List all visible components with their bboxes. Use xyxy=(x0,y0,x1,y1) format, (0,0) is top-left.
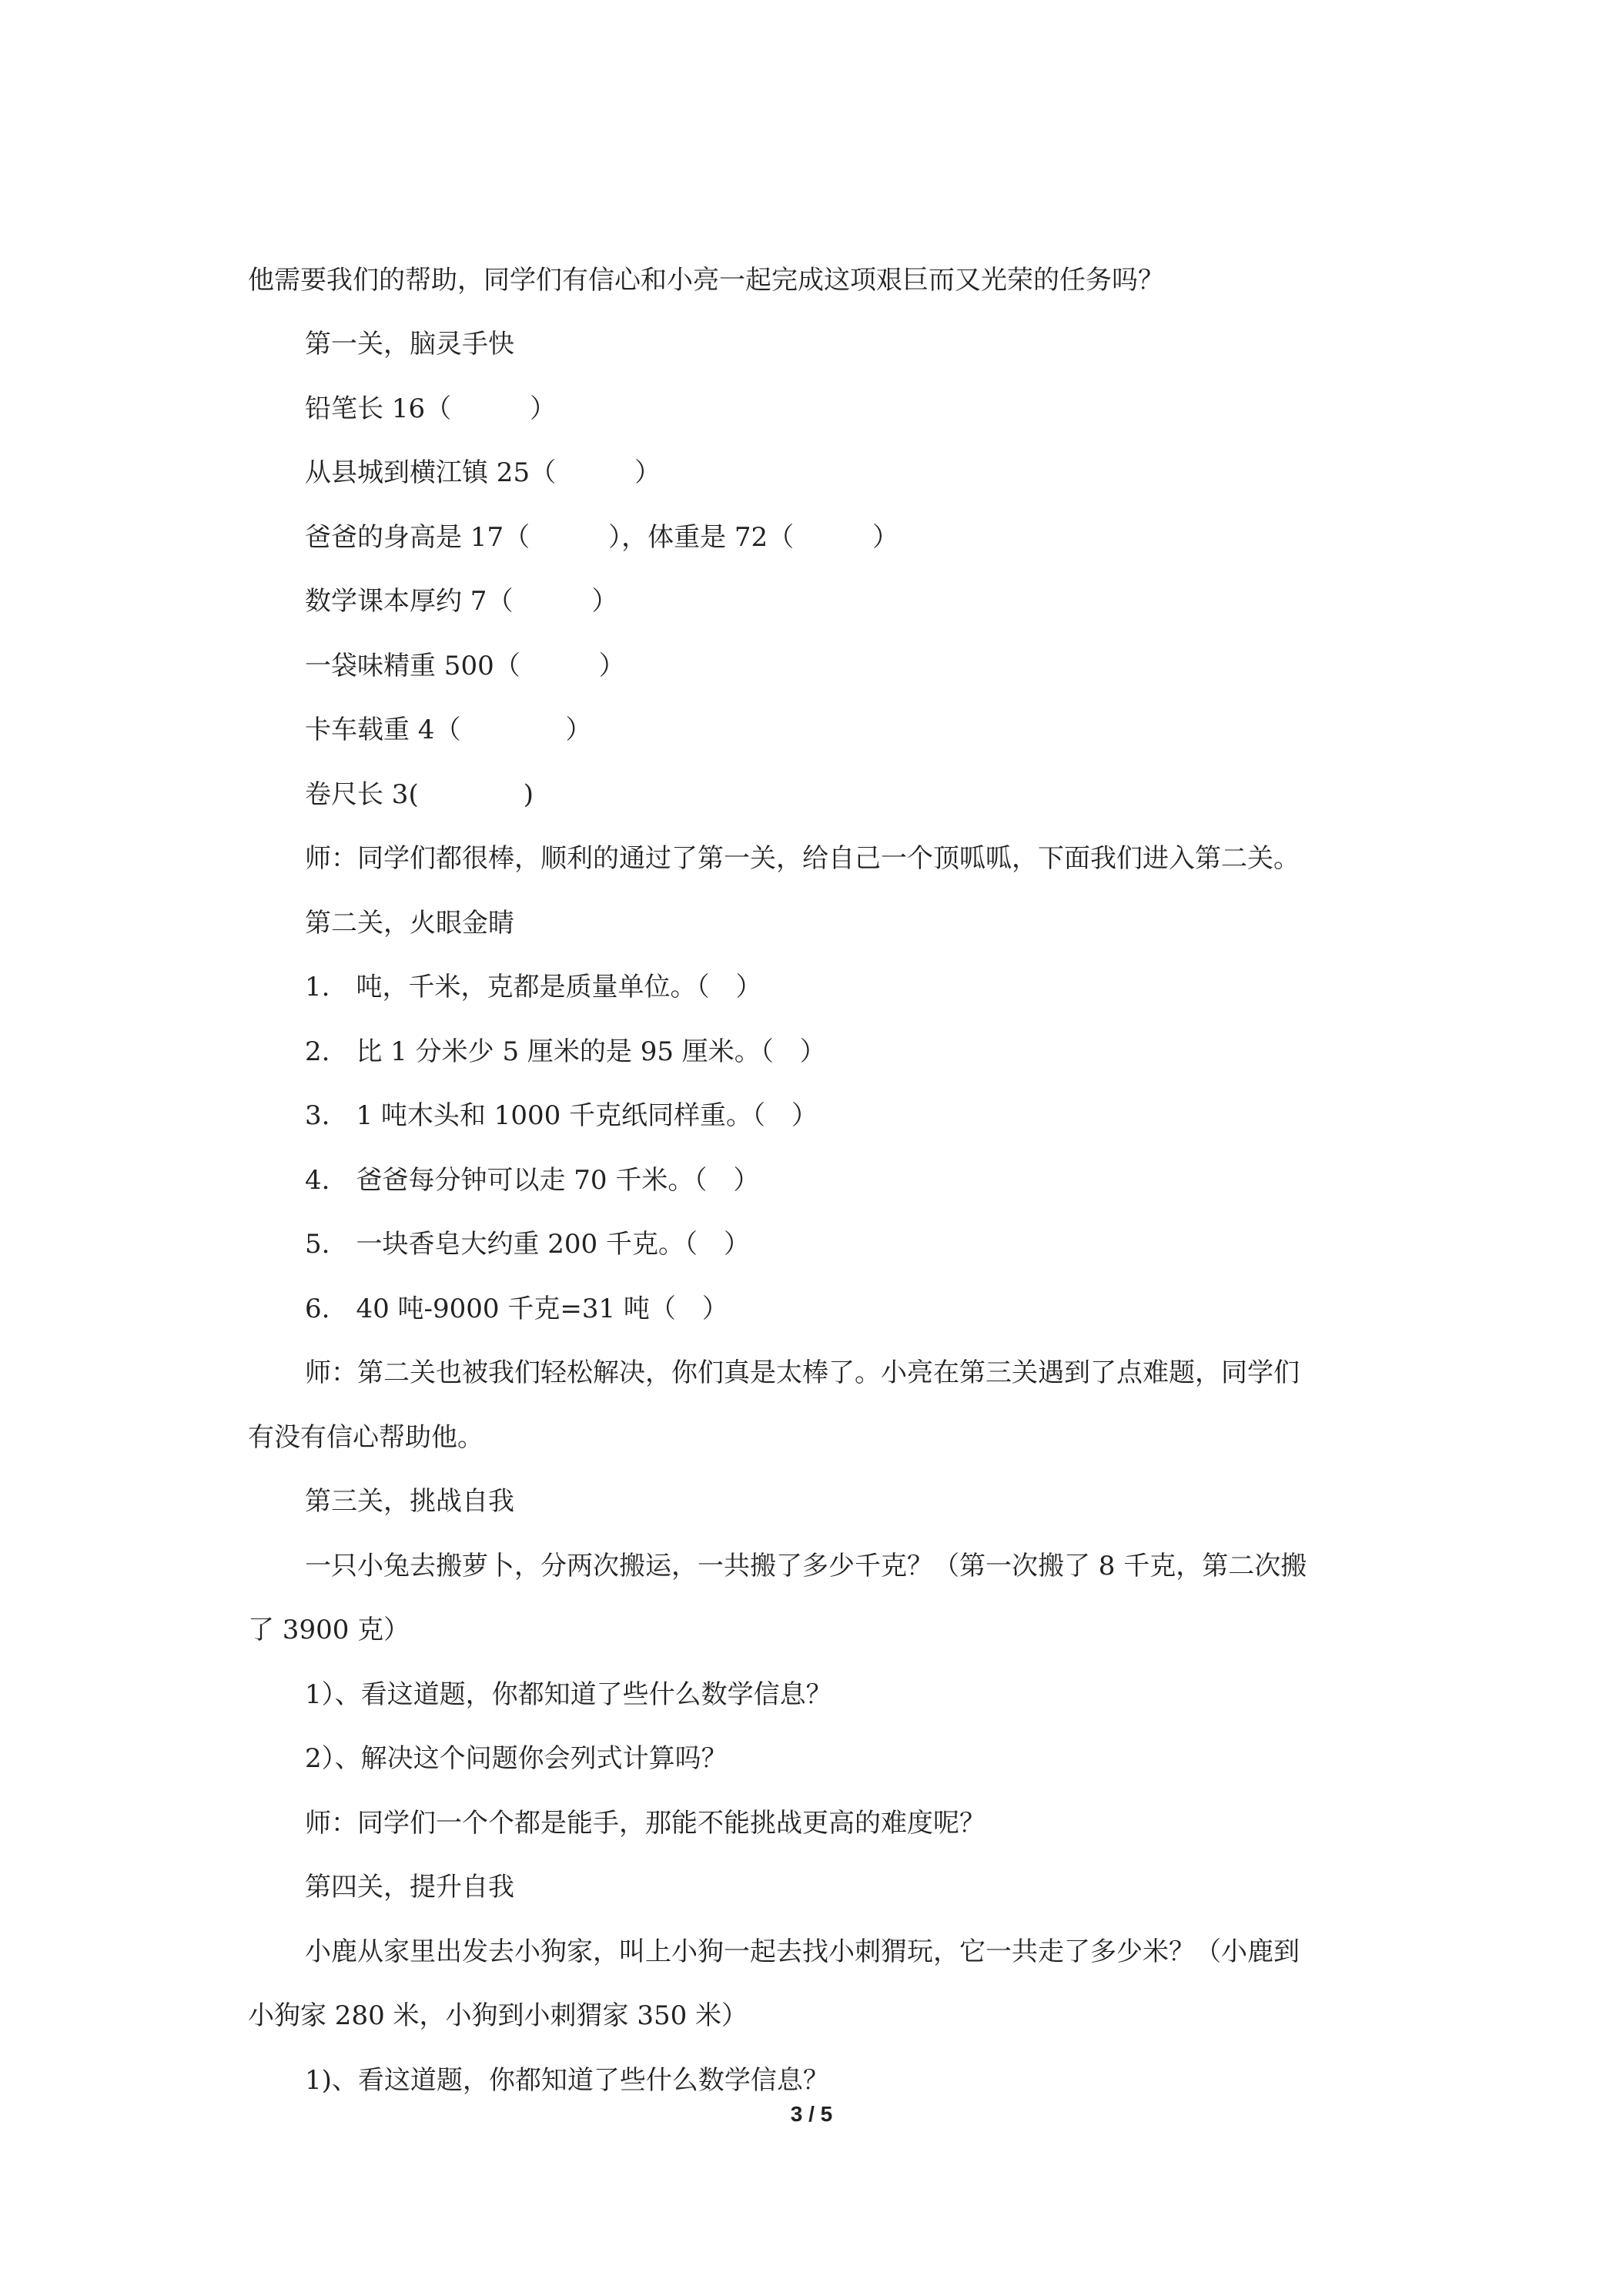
list-item: 5. 一块香皂大约重 200 千克。（ ） xyxy=(305,1229,750,1260)
paragraph-line: 他需要我们的帮助，同学们有信心和小亮一起完成这项艰巨而又光荣的任务吗？ xyxy=(248,265,1164,296)
section-heading: 第四关，提升自我 xyxy=(305,1872,514,1903)
paragraph-line: 师：第二关也被我们轻松解决，你们真是太棒了。小亮在第三关遇到了点难题，同学们 xyxy=(305,1357,1300,1388)
paragraph-line: 小鹿从家里出发去小狗家，叫上小狗一起去找小刺猬玩，它一共走了多少米？（小鹿到 xyxy=(305,1936,1300,1967)
paragraph-line: 师：同学们一个个都是能手，那能不能挑战更高的难度呢？ xyxy=(305,1808,986,1839)
list-item: 2. 比 1 分米少 5 厘米的是 95 厘米。（ ） xyxy=(305,1036,826,1067)
question-item: 一袋味精重 500（ ） xyxy=(305,651,625,681)
paragraph-line: 小狗家 280 米，小狗到小刺猬家 350 米） xyxy=(248,2000,748,2031)
list-item: 1. 吨，千米，克都是质量单位。（ ） xyxy=(305,972,762,1002)
paragraph-line: 一只小兔去搬萝卜，分两次搬运，一共搬了多少千克？（第一次搬了 8 千克，第二次搬 xyxy=(305,1551,1307,1581)
question-item: 卷尺长 3( ) xyxy=(305,779,534,810)
question-item: 铅笔长 16（ ） xyxy=(305,393,557,424)
list-item: 3. 1 吨木头和 1000 千克纸同样重。（ ） xyxy=(305,1100,818,1131)
question-item: 1）、看这道题，你都知道了些什么数学信息？ xyxy=(305,1679,832,1710)
question-item: 从县城到横江镇 25（ ） xyxy=(305,457,661,488)
paragraph-line: 有没有信心帮助他。 xyxy=(248,1422,484,1453)
paragraph-line: 了 3900 克） xyxy=(248,1615,410,1645)
question-item: 卡车载重 4（ ） xyxy=(305,715,592,745)
question-item: 数学课本厚约 7（ ） xyxy=(305,586,618,617)
section-heading: 第二关，火眼金睛 xyxy=(305,908,514,939)
list-item: 4. 爸爸每分钟可以走 70 千米。（ ） xyxy=(305,1165,760,1196)
question-item: 1)、看这道题，你都知道了些什么数学信息？ xyxy=(305,2065,829,2096)
list-item: 6. 40 吨-9000 千克=31 吨（ ） xyxy=(305,1294,728,1324)
page-number: 3 / 5 xyxy=(790,2102,833,2126)
question-item: 爸爸的身高是 17（ ），体重是 72（ ） xyxy=(305,522,899,553)
paragraph-line: 师：同学们都很棒，顺利的通过了第一关，给自己一个顶呱呱，下面我们进入第二关。 xyxy=(305,843,1300,874)
section-heading: 第一关，脑灵手快 xyxy=(305,329,514,360)
section-heading: 第三关，挑战自我 xyxy=(305,1486,514,1517)
question-item: 2）、解决这个问题你会列式计算吗？ xyxy=(305,1743,728,1774)
